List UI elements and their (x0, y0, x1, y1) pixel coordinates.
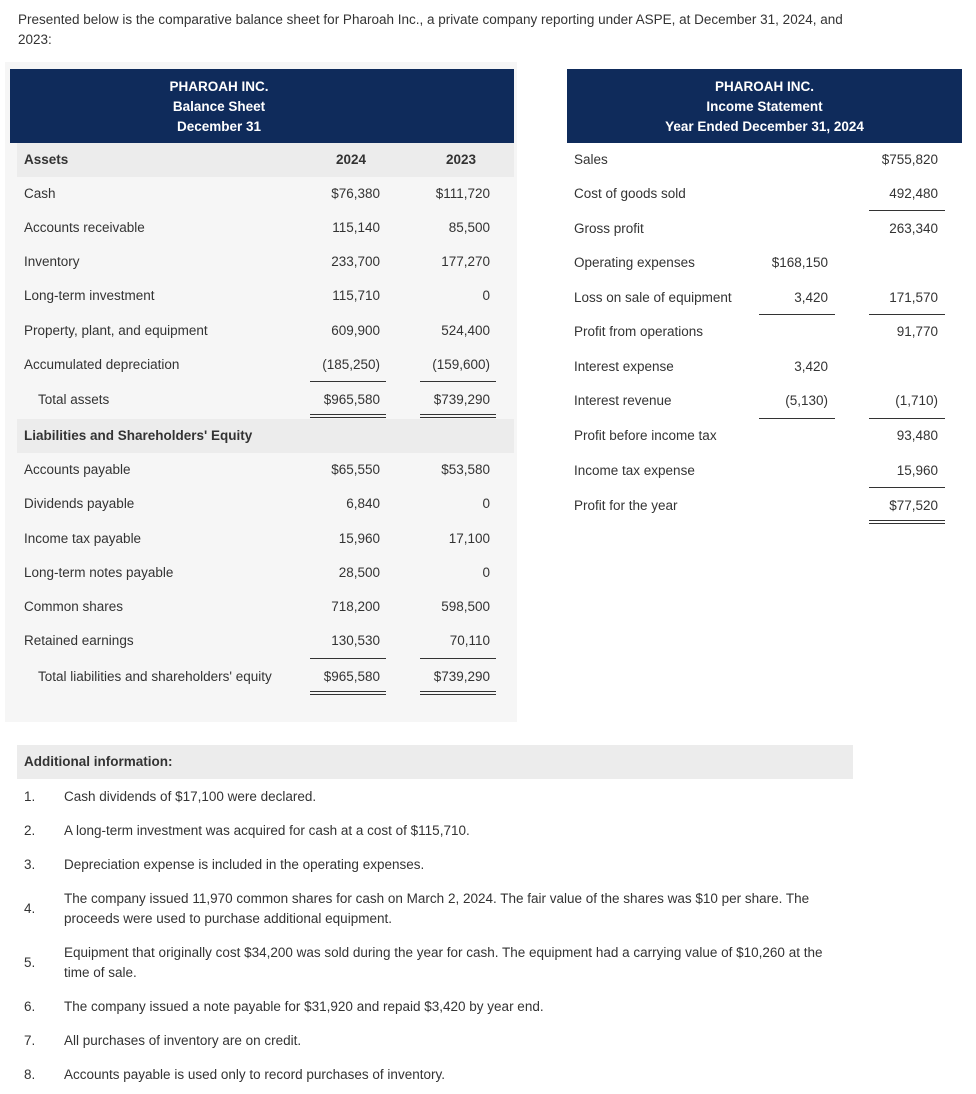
is-period: Year Ended December 31, 2024 (665, 119, 864, 134)
liability-value-2024: $65,550 (331, 462, 380, 477)
total-liabilities-2024: $965,580 (323, 669, 380, 684)
interest-outer-underline (869, 418, 945, 419)
balance-sheet-header (10, 69, 514, 143)
is-row-outer-value: 93,480 (896, 428, 938, 443)
asset-value-2023: 85,500 (448, 220, 490, 235)
total-liab-double-line-2023 (420, 691, 496, 695)
is-company-name: PHAROAH INC. (714, 79, 814, 94)
liability-value-2024: 130,530 (331, 633, 380, 648)
additional-item-text: Depreciation expense is included in the operating expenses. (64, 857, 425, 872)
additional-item-number: 4. (24, 901, 36, 916)
liability-label: Common shares (24, 599, 124, 614)
is-row-outer-value: 171,570 (889, 290, 938, 305)
liability-value-2024: 718,200 (331, 599, 380, 614)
bs-company-name: PHAROAH INC. (169, 79, 269, 94)
additional-item-number: 8. (24, 1067, 36, 1082)
is-row-label: Profit before income tax (574, 428, 717, 443)
asset-value-2023: (159,600) (432, 357, 490, 372)
total-assets-double-line-2023 (420, 414, 496, 418)
additional-item-number: 7. (24, 1033, 36, 1048)
liability-value-2024: 6,840 (346, 496, 380, 511)
liability-value-2023: 0 (482, 565, 490, 580)
total-assets-2024: $965,580 (323, 392, 380, 407)
is-row-label: Cost of goods sold (574, 186, 686, 201)
asset-value-2023: 0 (482, 288, 490, 303)
liability-value-2023: 598,500 (441, 599, 490, 614)
is-row-inner-value: (5,130) (785, 393, 828, 408)
liab-subtotal-line-2023 (420, 658, 496, 659)
total-assets-2023: $739,290 (433, 392, 490, 407)
asset-label: Cash (24, 186, 56, 201)
tax-underline (869, 487, 945, 488)
bs-date: December 31 (176, 119, 262, 134)
total-liabilities-2023: $739,290 (433, 669, 490, 684)
assets-subtotal-line-2024 (310, 381, 386, 382)
asset-label: Inventory (24, 254, 80, 269)
assets-subtotal-line-2023 (420, 381, 496, 382)
is-row-outer-value: 15,960 (896, 463, 938, 478)
is-row-inner-value: $168,150 (771, 255, 828, 270)
asset-value-2023: 524,400 (441, 323, 490, 338)
asset-value-2024: 115,710 (332, 288, 380, 303)
is-row-label: Loss on sale of equipment (574, 290, 732, 305)
asset-value-2024: (185,250) (322, 357, 380, 372)
liability-label: Income tax payable (24, 531, 142, 546)
is-row-label: Income tax expense (574, 463, 695, 478)
is-row-label: Interest expense (574, 359, 674, 374)
additional-item-number: 5. (24, 955, 36, 970)
additional-item-number: 6. (24, 999, 36, 1014)
additional-item-number: 3. (24, 857, 36, 872)
liabilities-header: Liabilities and Shareholders' Equity (24, 428, 253, 443)
additional-item-text: The company issued 11,970 common shares for cash on March 2, 2024. The fair value of the shares was $10 per share. The proceeds were used to purchase additional equipment. (64, 891, 810, 926)
liab-subtotal-line-2024 (310, 658, 386, 659)
asset-value-2024: 609,900 (331, 323, 380, 338)
total-assets-double-line-2024 (310, 414, 386, 418)
asset-label: Accumulated depreciation (24, 357, 180, 372)
is-title: Income Statement (706, 99, 823, 114)
is-row-label: Gross profit (574, 221, 644, 236)
is-row-outer-value: (1,710) (895, 393, 938, 408)
is-row-label: Interest revenue (574, 393, 672, 408)
additional-item-text: Accounts payable is used only to record purchases of inventory. (64, 1067, 445, 1082)
interest-inner-underline (759, 418, 835, 419)
additional-item-text: A long-term investment was acquired for cash at a cost of $115,710. (64, 823, 470, 838)
asset-value-2023: 177,270 (441, 254, 490, 269)
income-statement-header (567, 69, 962, 143)
intro-text: Presented below is the comparative balance sheet for Pharoah Inc., a private company reporting under ASPE, at December 31, 2024, and 2023: (18, 12, 843, 47)
additional-item-text: Cash dividends of $17,100 were declared. (64, 789, 317, 804)
cogs-underline (869, 210, 945, 211)
bs-title: Balance Sheet (172, 99, 266, 114)
liability-value-2024: 28,500 (338, 565, 380, 580)
liability-label: Accounts payable (24, 462, 131, 477)
asset-value-2024: 115,140 (332, 220, 380, 235)
col-2024-header: 2024 (335, 152, 366, 167)
is-row-label: Profit for the year (574, 498, 678, 513)
additional-item-text: The company issued a note payable for $31,920 and repaid $3,420 by year end. (64, 999, 544, 1014)
additional-item-number: 2. (24, 823, 36, 838)
is-row-label: Profit from operations (574, 324, 704, 339)
assets-header: Assets (24, 152, 69, 167)
liability-label: Retained earnings (24, 633, 134, 648)
liability-value-2023: 70,110 (449, 633, 490, 648)
is-row-inner-value: 3,420 (794, 359, 828, 374)
asset-label: Property, plant, and equipment (24, 323, 208, 338)
asset-value-2024: 233,700 (331, 254, 380, 269)
liability-value-2023: 0 (482, 496, 490, 511)
is-row-outer-value: $755,820 (881, 152, 938, 167)
col-2023-header: 2023 (445, 152, 476, 167)
is-row-inner-value: 3,420 (794, 290, 828, 305)
is-row-outer-value: 263,340 (889, 221, 938, 236)
liability-value-2024: 15,960 (338, 531, 380, 546)
liability-label: Long-term notes payable (24, 565, 174, 580)
additional-info-title: Additional information: (24, 754, 173, 769)
asset-value-2023: $111,720 (435, 186, 490, 201)
total-assets-label: Total assets (38, 392, 110, 407)
is-row-label: Operating expenses (574, 255, 695, 270)
asset-label: Accounts receivable (24, 220, 145, 235)
additional-item-text: All purchases of inventory are on credit. (64, 1033, 302, 1048)
loss-sale-inner-underline (759, 314, 835, 315)
is-row-outer-value: 91,770 (896, 324, 938, 339)
liability-value-2023: 17,100 (448, 531, 490, 546)
asset-label: Long-term investment (24, 288, 155, 303)
additional-item-number: 1. (24, 789, 36, 804)
profit-double-underline (869, 520, 945, 524)
loss-sale-outer-underline (869, 314, 945, 315)
asset-value-2024: $76,380 (331, 186, 380, 201)
is-row-outer-value: $77,520 (889, 498, 938, 513)
liability-value-2023: $53,580 (441, 462, 490, 477)
liability-label: Dividends payable (24, 496, 135, 511)
total-liabilities-label: Total liabilities and shareholders' equity (38, 669, 272, 684)
is-row-outer-value: 492,480 (889, 186, 938, 201)
additional-item-text: Equipment that originally cost $34,200 was sold during the year for cash. The equipment had a carrying value of $10,260 at the time of sale. (64, 945, 823, 980)
total-liab-double-line-2024 (310, 691, 386, 695)
is-row-label: Sales (574, 152, 608, 167)
